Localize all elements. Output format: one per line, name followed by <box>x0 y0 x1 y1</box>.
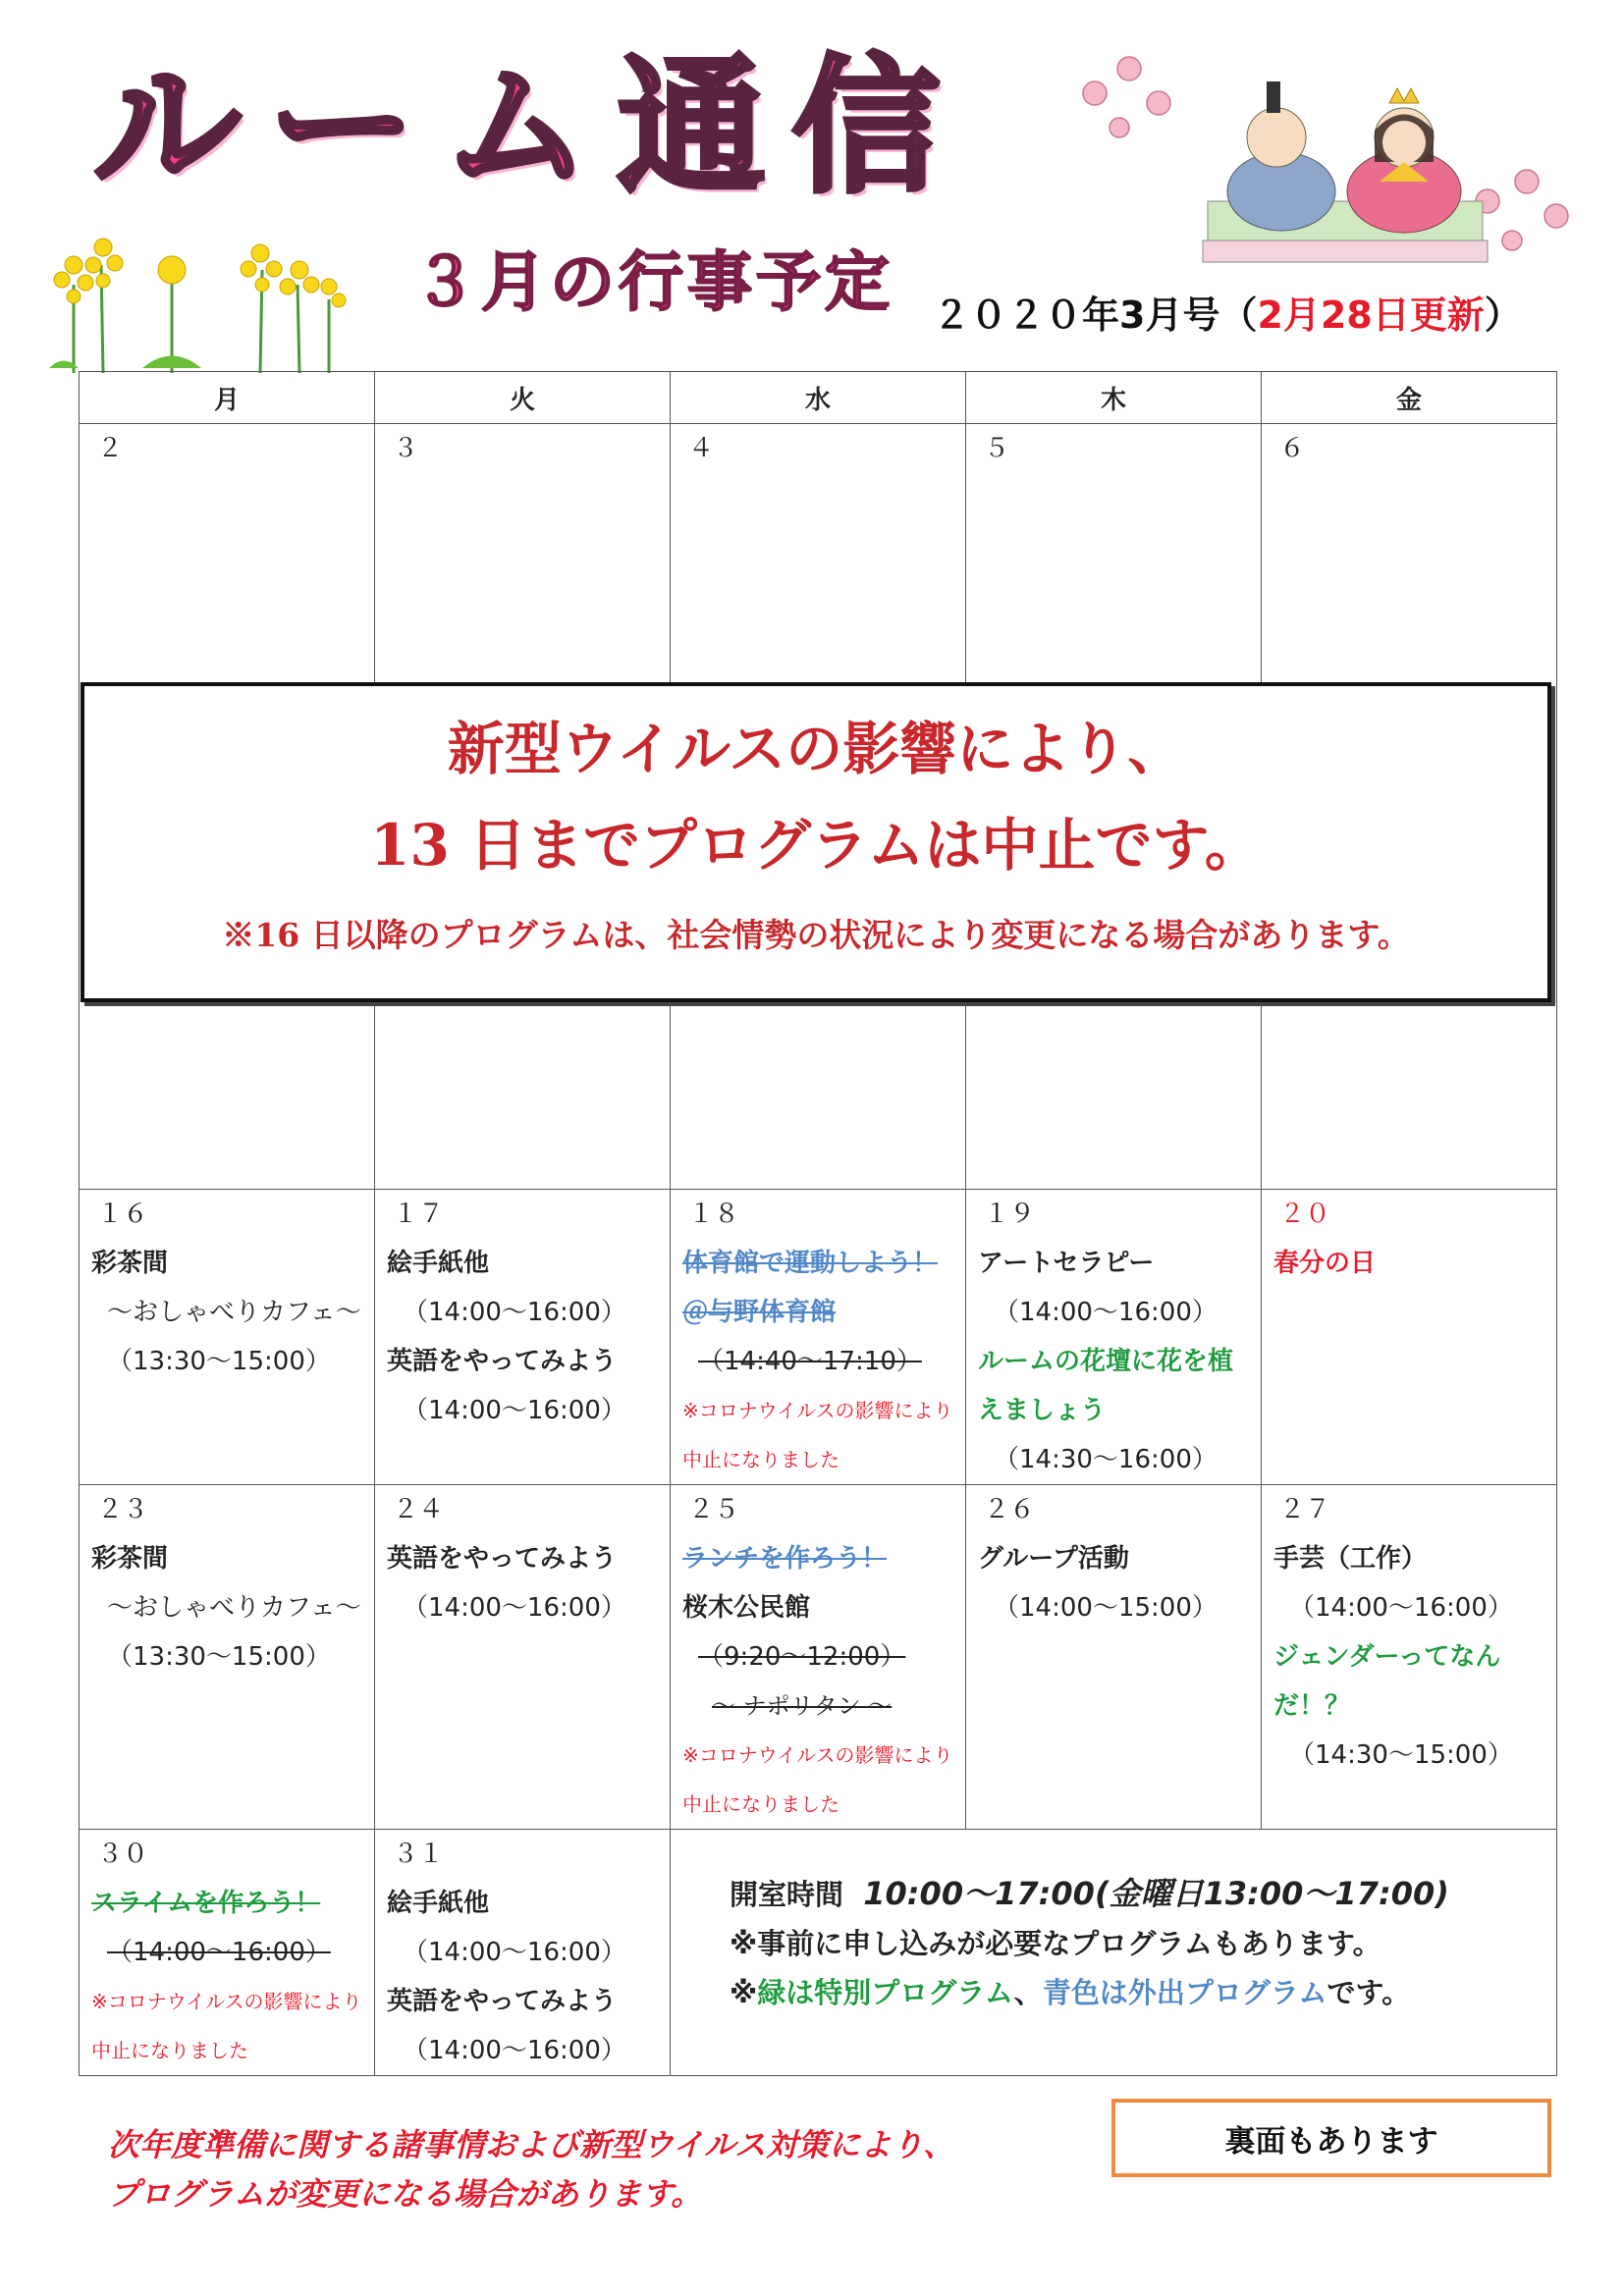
event-title: 手芸（工作） <box>1273 1544 1428 1574</box>
event-subtitle: ～おしゃべりカフェ～ <box>107 1298 361 1327</box>
cancel-note: ※コロナウイルスの影響により中止になりました <box>682 1743 953 1816</box>
day-number: １９ <box>984 1200 1036 1229</box>
day-cell <box>1262 1190 1557 1485</box>
weekday-fri: 金 <box>1262 372 1557 424</box>
day-number: ２３ <box>97 1495 149 1524</box>
day-number: ３ <box>393 434 419 463</box>
event-title: 英語をやってみよう <box>387 1544 618 1574</box>
day-number: ５ <box>984 434 1010 463</box>
hina-dolls-illustration <box>1065 44 1586 280</box>
day-number: ２４ <box>393 1495 445 1524</box>
day-number: ２５ <box>688 1495 740 1524</box>
day-cell <box>375 1485 671 1830</box>
event-title: 英語をやってみよう <box>387 1987 618 2016</box>
event-title: グループ活動 <box>978 1544 1129 1574</box>
info-note-2-mid: 、 <box>1013 1976 1043 2009</box>
page-title: ルーム通信 <box>93 42 968 213</box>
weekday-thu: 木 <box>966 372 1262 424</box>
issue-info <box>933 294 1522 337</box>
day-cell <box>671 1485 966 1830</box>
cancellation-notice <box>81 682 1551 1002</box>
info-cell <box>671 1830 1557 2076</box>
cancel-note: ※コロナウイルスの影響により中止になりました <box>682 1399 953 1471</box>
event-title-special: スライムを作ろう！ <box>91 1889 321 1918</box>
event-time: （14:00～16:00） <box>403 1593 626 1623</box>
day-number: ６ <box>1279 434 1306 463</box>
holiday-label: 春分の日 <box>1273 1249 1377 1278</box>
event-location: 桜木公民館 <box>682 1593 811 1623</box>
event-time: （14:00～16:00） <box>403 2036 626 2065</box>
event-title: アートセラピー <box>978 1249 1155 1278</box>
opening-hours-label: 開室時間 <box>730 1878 844 1911</box>
day-number: ２ <box>97 434 124 463</box>
event-time: （14:30～16:00） <box>994 1445 1218 1474</box>
rapeseed-flowers-illustration <box>34 226 358 373</box>
info-note-1: ※事前に申し込みが必要なプログラムもあります。 <box>730 1927 1381 1960</box>
event-subtitle: ～おしゃべりカフェ～ <box>107 1593 361 1623</box>
event-title-special: ルームの花壇に花を植えましょう <box>978 1347 1234 1425</box>
day-number: ４ <box>688 434 715 463</box>
event-time: （14:00～16:00） <box>1289 1593 1513 1623</box>
day-cell <box>966 1190 1262 1485</box>
opening-hours <box>730 1869 1544 1919</box>
event-time: （9:20～12:00） <box>698 1642 906 1672</box>
event-time: （14:00～16:00） <box>107 1938 331 1967</box>
event-title-outing: 体育館で運動しよう！＠与野体育館 <box>682 1249 939 1327</box>
legend-blue: 青色は外出プログラム <box>1042 1976 1327 2009</box>
event-time: （13:30～15:00） <box>107 1347 331 1376</box>
event-menu: ～ ナポリタン ～ <box>712 1692 893 1720</box>
event-time: （14:00～16:00） <box>403 1396 626 1425</box>
week-row-5 <box>80 1830 1557 2076</box>
footer-notice <box>108 2120 954 2218</box>
back-page-notice: 裏面もあります <box>1111 2099 1551 2177</box>
event-time: （13:30～15:00） <box>107 1642 331 1672</box>
day-cell <box>80 1830 375 2076</box>
event-time: （14:00～16:00） <box>403 1298 626 1327</box>
info-note-2-post: です。 <box>1326 1976 1411 2009</box>
event-title: 絵手紙他 <box>387 1249 490 1278</box>
event-title: 彩茶間 <box>91 1249 169 1278</box>
day-cell <box>966 1485 1262 1830</box>
day-cell <box>375 1190 671 1485</box>
footer-line-2: プログラムが変更になる場合があります。 <box>108 2175 703 2213</box>
issue-suffix: ） <box>1484 294 1522 337</box>
weekday-mon: 月 <box>80 372 375 424</box>
event-title-outing: ランチを作ろう！ <box>682 1544 888 1574</box>
info-note-2-pre: ※ <box>730 1976 758 2009</box>
weekday-tue: 火 <box>375 372 671 424</box>
issue-prefix: ２０２０年3月号（ <box>933 294 1258 337</box>
event-time: （14:00～16:00） <box>994 1298 1218 1327</box>
day-number: １６ <box>97 1200 149 1229</box>
day-number: １７ <box>393 1200 445 1229</box>
week-row-4 <box>80 1485 1557 1830</box>
day-number: ３１ <box>393 1840 445 1869</box>
weekday-wed: 水 <box>671 372 966 424</box>
event-time: （14:30～15:00） <box>1289 1740 1513 1770</box>
day-cell <box>671 1190 966 1485</box>
day-number-holiday: ２０ <box>1279 1200 1331 1229</box>
event-time: （14:00～15:00） <box>994 1593 1218 1623</box>
day-number: ２６ <box>984 1495 1036 1524</box>
legend-green: 緑は特別プログラム <box>757 1976 1014 2009</box>
opening-hours-value: 10:00～17:00(金曜日13:00～17:00) <box>863 1875 1449 1912</box>
notice-line-3: ※16 日以降のプログラムは、社会情勢の状況により変更になる場合があります。 <box>222 916 1410 954</box>
event-title: 英語をやってみよう <box>387 1347 618 1376</box>
calendar-table <box>79 371 1557 2076</box>
event-time: （14:00～16:00） <box>403 1938 626 1967</box>
day-number: １８ <box>688 1200 740 1229</box>
event-time: （14:40～17:10） <box>698 1347 922 1376</box>
day-cell <box>1262 1485 1557 1830</box>
weekday-header-row <box>80 372 1557 424</box>
day-number: ２７ <box>1279 1495 1331 1524</box>
footer-line-1: 次年度準備に関する諸事情および新型ウイルス対策により、 <box>108 2126 955 2163</box>
notice-line-2: 13 日までプログラムは中止です。 <box>370 812 1262 879</box>
day-cell <box>80 1190 375 1485</box>
day-cell <box>80 1485 375 1830</box>
page-subtitle: ３月の行事予定 <box>412 244 893 320</box>
day-cell <box>375 1830 671 2076</box>
issue-updated: 2月28日更新 <box>1257 294 1485 337</box>
notice-line-1: 新型ウイルスの影響により、 <box>447 716 1185 782</box>
week-row-3 <box>80 1190 1557 1485</box>
event-title: 絵手紙他 <box>387 1889 490 1918</box>
event-title: 彩茶間 <box>91 1544 169 1574</box>
cancel-note: ※コロナウイルスの影響により中止になりました <box>91 1990 362 2062</box>
event-title-special: ジェンダーってなんだ！？ <box>1273 1642 1501 1721</box>
info-note-2 <box>730 1968 1544 2017</box>
day-number: ３０ <box>97 1840 149 1869</box>
